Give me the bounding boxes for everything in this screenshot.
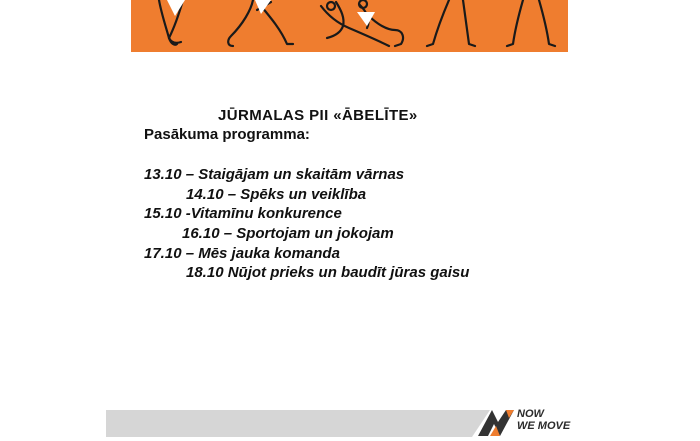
logo-mark-icon xyxy=(476,406,516,438)
logo-line-1: NOW xyxy=(517,408,544,420)
now-we-move-logo xyxy=(476,406,572,438)
program-item: 13.10 – Staigājam un skaitām vārnas xyxy=(144,166,405,183)
page-title: JŪRMALAS PII «ĀBELĪTE» xyxy=(218,107,418,124)
program-item: 15.10 -Vitamīnu konkurence xyxy=(144,205,342,222)
footer-bar xyxy=(106,410,472,437)
program-item: 14.10 – Spēks un veiklība xyxy=(186,186,367,203)
logo-line-2: WE MOVE xyxy=(517,420,571,432)
program-item: 18.10 Nūjot prieks un baudīt jūras gaisu xyxy=(186,264,470,281)
logo-text xyxy=(517,408,570,432)
program-item: 17.10 – Mēs jauka komanda xyxy=(144,245,340,262)
program-heading: Pasākuma programma: xyxy=(144,126,310,143)
program-item: 16.10 – Sportojam un jokojam xyxy=(182,225,394,242)
